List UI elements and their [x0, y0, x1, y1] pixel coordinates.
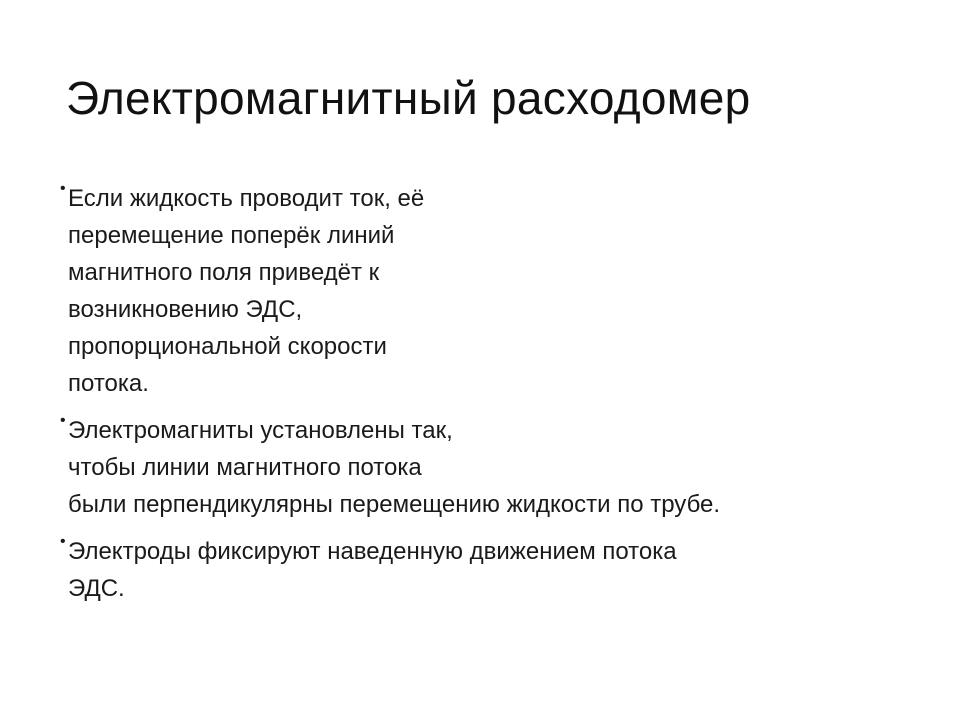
bullet-item [60, 180, 920, 402]
bullet-item [60, 533, 920, 607]
bullet-text [60, 180, 920, 402]
slide-title: Электромагнитный расходомер [66, 72, 751, 124]
bullet-line: Электромагниты установлены так, [68, 417, 453, 444]
bullet-marker: • [60, 533, 66, 550]
bullet-line: перемещение поперёк линий [68, 222, 395, 249]
bullet-line: чтобы линии магнитного потока [68, 454, 422, 481]
bullet-line: пропорциональной скорости [68, 333, 387, 360]
bullet-line: Если жидкость проводит ток, её [68, 185, 425, 212]
bullet-list [60, 180, 920, 617]
bullet-line: возникновению ЭДС, [68, 296, 303, 323]
bullet-marker: • [60, 180, 66, 197]
bullet-marker: • [60, 412, 66, 429]
bullet-line: потока. [68, 370, 149, 397]
bullet-line: Электроды фиксируют наведенную движением потока [68, 538, 677, 565]
bullet-line: ЭДС. [68, 575, 125, 602]
bullet-line: были перпендикулярны перемещению жидкости по трубе. [68, 491, 721, 518]
bullet-text [60, 533, 920, 607]
bullet-line: магнитного поля приведёт к [68, 259, 380, 286]
bullet-item [60, 412, 920, 523]
bullet-text [60, 412, 920, 523]
